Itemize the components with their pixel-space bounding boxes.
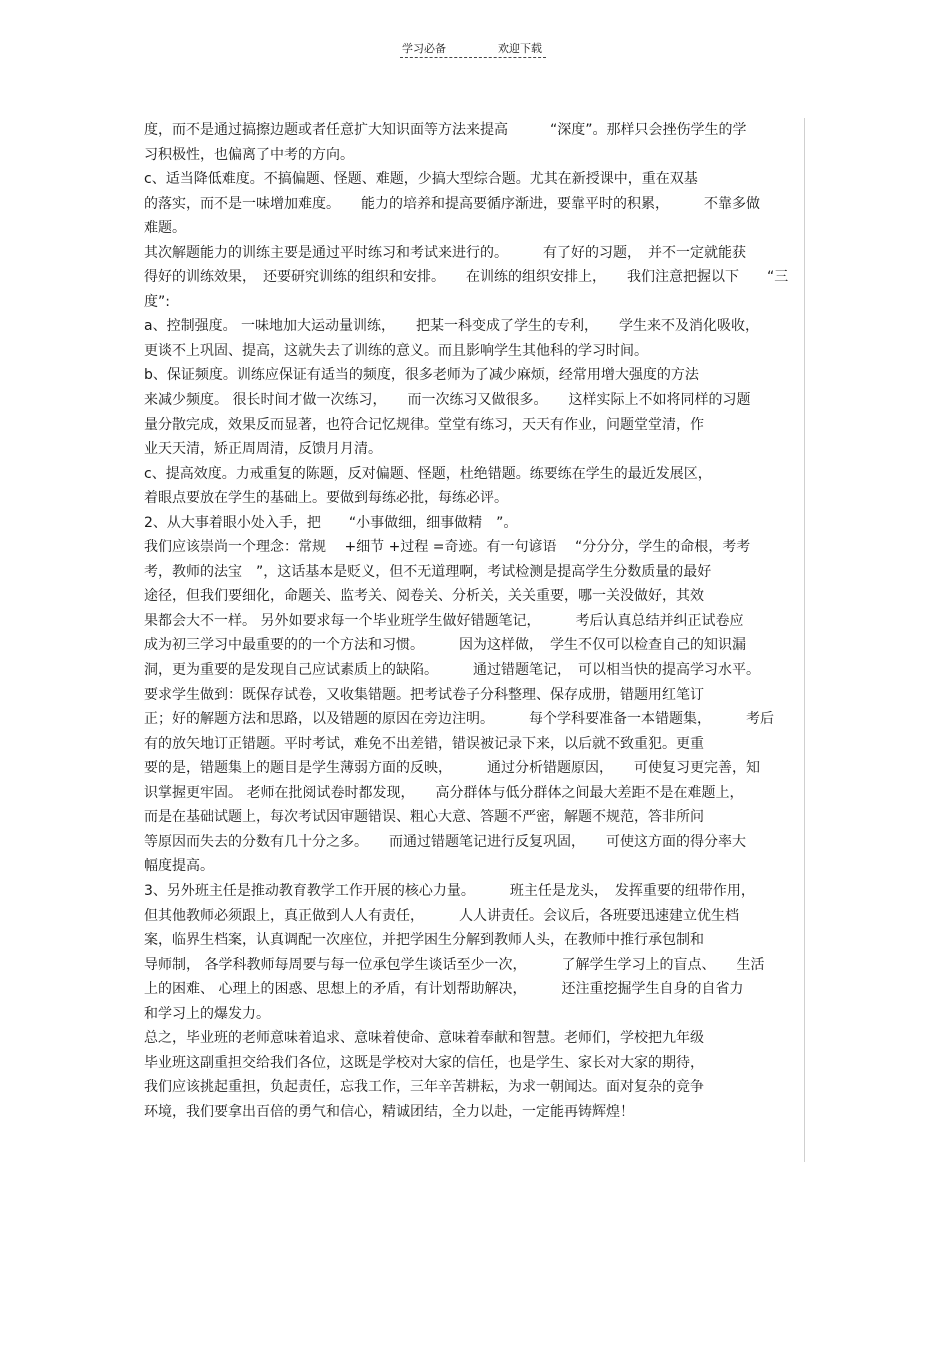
- header-right-text: 欢迎下载: [498, 42, 542, 55]
- text-line: 得好的训练效果， 还要研究训练的组织和安排。 在训练的组织安排上， 我们注意把握以下 “三: [144, 269, 789, 286]
- header-underline: [400, 57, 546, 58]
- text-line: 我们应该崇尚一个理念：常规 +细节 +过程 =奇迹。有一句谚语 “分分分，学生的命根，考考: [144, 539, 751, 556]
- text-line: 业天天清，矫正周周清，反馈月月清。: [144, 441, 382, 458]
- text-line: 度”:: [144, 293, 170, 310]
- text-line: 成为初三学习中最重要的的一个方法和习惯。 因为这样做， 学生不仅可以检查自己的知识漏: [144, 637, 746, 654]
- text-line: a、控制强度。 一味地加大运动量训练， 把某一科变成了学生的专利， 学生来不及消化吸收，: [144, 318, 760, 335]
- text-line: 但其他教师必须跟上，真正做到人人有责任， 人人讲责任。会议后，各班要迅速建立优生档: [144, 907, 739, 924]
- document-body: [144, 118, 812, 1124]
- text-line: 有的放矢地订正错题。平时考试，难免不出差错，错误被记录下来，以后就不致重犯。更重: [144, 735, 704, 752]
- text-line: 着眼点要放在学生的基础上。要做到每练必批，每练必评。: [144, 490, 508, 507]
- text-line: c、提高效度。力戒重复的陈题，反对偏题、怪题，杜绝错题。练要练在学生的最近发展区，: [144, 465, 712, 482]
- text-line: 要的是，错题集上的题目是学生薄弱方面的反映， 通过分析错题原因， 可使复习更完善，知: [144, 760, 760, 777]
- text-line: 总之，毕业班的老师意味着追求、意味着使命、意味着奉献和智慧。老师们，学校把九年级: [144, 1030, 704, 1047]
- text-line: 考，教师的法宝 ”，这话基本是贬义，但不无道理啊，考试检测是提高学生分数质量的最好: [144, 563, 712, 580]
- text-line: 等原因而失去的分数有几十分之多。 而通过错题笔记进行反复巩固， 可使这方面的得分率大: [144, 833, 746, 850]
- text-line: 洞，更为重要的是发现自己应试素质上的缺陷。 通过错题笔记， 可以相当快的提高学习水平。: [144, 662, 760, 679]
- text-line: 上的困难、 心理上的困惑、思想上的矛盾，有计划帮助解决， 还注重挖掘学生自身的自省力: [144, 981, 744, 998]
- text-line: 正；好的解题方法和思路，以及错题的原因在旁边注明。 每个学科要准备一本错题集， 考后: [144, 711, 774, 728]
- header-left-text: 学习必备: [402, 42, 446, 55]
- text-line: 我们应该挑起重担，负起责任，忘我工作，三年辛苦耕耘，为求一朝闻达。面对复杂的竞争: [144, 1079, 704, 1096]
- text-line: 习积极性，也偏离了中考的方向。: [144, 146, 354, 163]
- text-line: 和学习上的爆发力。: [144, 1005, 270, 1022]
- text-line: 而是在基础试题上，每次考试因审题错误、粗心大意、答题不严密，解题不规范，答非所问: [144, 809, 704, 826]
- text-line: 识掌握更牢固。 老师在批阅试卷时都发现， 高分群体与低分群体之间最大差距不是在难题上，: [144, 784, 744, 801]
- text-line: 毕业班这副重担交给我们各位，这既是学校对大家的信任，也是学生、家长对大家的期待，: [144, 1054, 704, 1071]
- text-line: b、保证频度。训练应保证有适当的频度，很多老师为了减少麻烦，经常用增大强度的方法: [144, 367, 699, 384]
- text-line: 案，临界生档案，认真调配一次座位，并把学困生分解到教师人头，在教师中推行承包制和: [144, 932, 704, 949]
- text-line: 导师制， 各学科教师每周要与每一位承包学生谈话至少一次， 了解学生学习上的盲点、 生活: [144, 956, 765, 973]
- text-line: 来减少频度。 很长时间才做一次练习， 而一次练习又做很多。 这样实际上不如将同样的习题: [144, 392, 751, 409]
- text-line: 的落实，而不是一味增加难度。 能力的培养和提高要循序渐进，要靠平时的积累， 不靠多做: [144, 195, 760, 212]
- text-line: 环境，我们要拿出百倍的勇气和信心，精诚团结，全力以赴，一定能再铸辉煌！: [144, 1103, 634, 1120]
- text-line: 度，而不是通过搞擦边题或者任意扩大知识面等方法来提高 “深度”。那样只会挫伤学生的学: [144, 122, 747, 138]
- text-line: 3、另外班主任是推动教育教学工作开展的核心力量。 班主任是龙头， 发挥重要的纽带作用，: [144, 882, 755, 899]
- text-line: 难题。: [144, 220, 186, 237]
- text-line: 果都会大不一样。 另外如要求每一个毕业班学生做好错题笔记， 考后认真总结并纠正试卷应: [144, 612, 744, 629]
- text-line: 2、从大事着眼小处入手，把 “小事做细，细事做精 ”。: [144, 514, 518, 531]
- text-line: 量分散完成，效果反而显著，也符合记忆规律。堂堂有练习，天天有作业，问题堂堂清，作: [144, 416, 704, 433]
- text-line: 要求学生做到：既保存试卷，又收集错题。把考试卷子分科整理、保存成册，错题用红笔订: [144, 686, 704, 703]
- text-line: 幅度提高。: [144, 858, 214, 875]
- text-line: 途径，但我们要细化，命题关、监考关、阅卷关、分析关，关关重要，哪一关没做好，其效: [144, 588, 704, 605]
- text-line: 更谈不上巩固、提高，这就失去了训练的意义。而且影响学生其他科的学习时间。: [144, 342, 648, 359]
- text-line: 其次解题能力的训练主要是通过平时练习和考试来进行的。 有了好的习题， 并不一定就能获: [144, 244, 746, 261]
- text-line: c、适当降低难度。不搞偏题、怪题、难题，少搞大型综合题。尤其在新授课中，重在双基: [144, 171, 698, 188]
